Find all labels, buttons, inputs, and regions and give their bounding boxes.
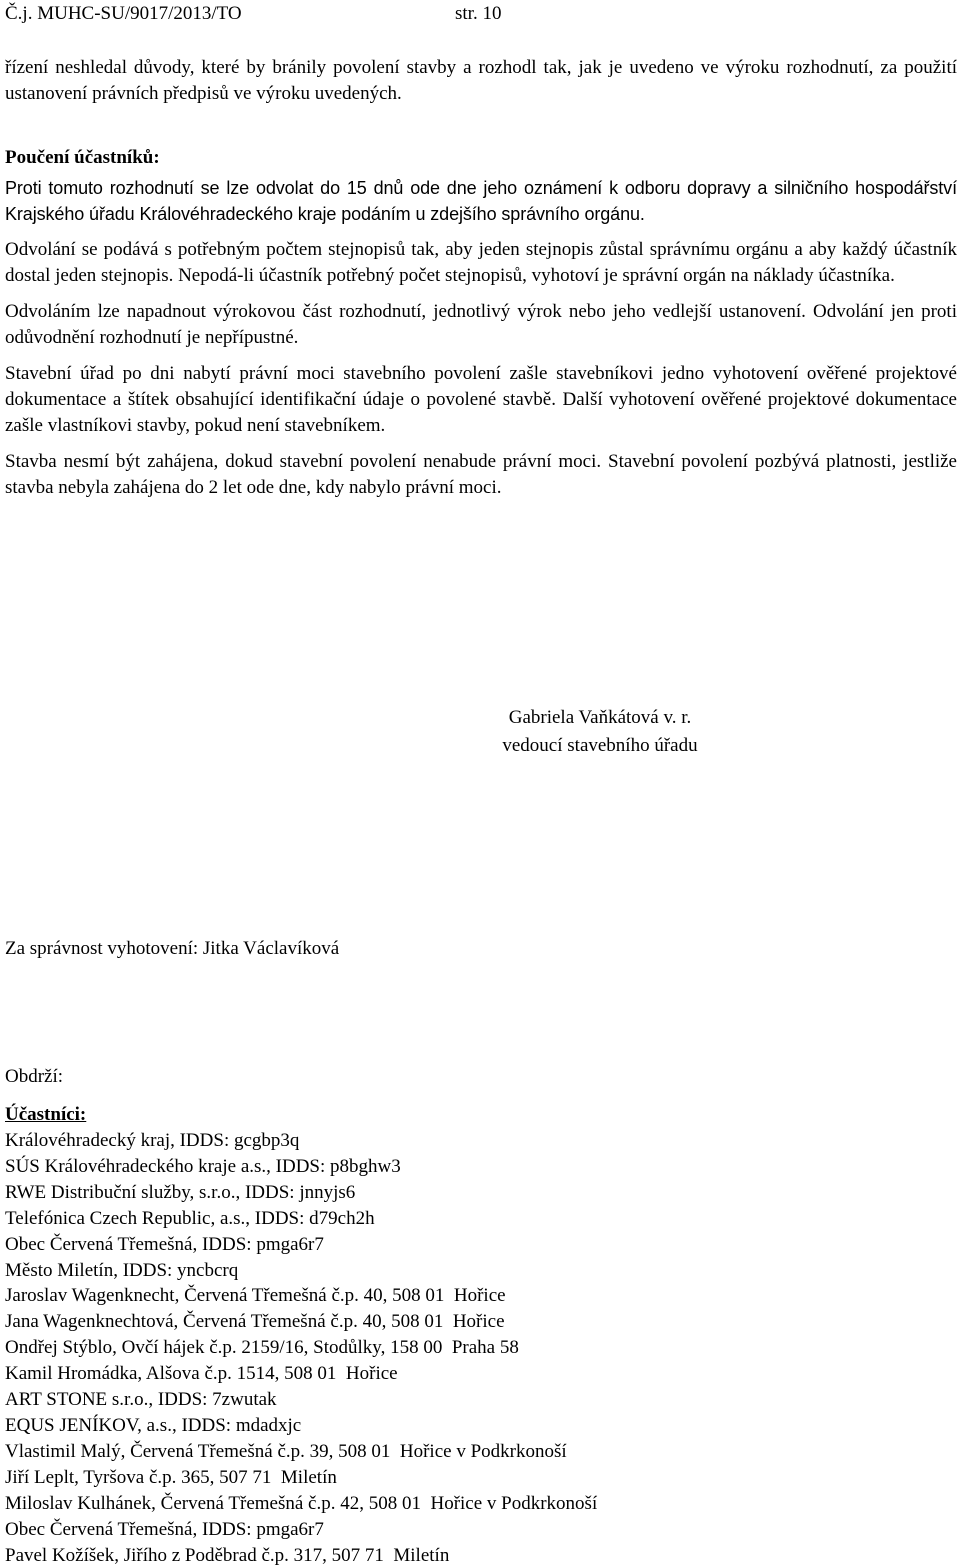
recipient-item: Obec Červená Třemešná, IDDS: pmga6r7 [5, 1232, 935, 1258]
signatory-name: Gabriela Vaňkátová v. r. [480, 704, 720, 732]
instruction-heading: Poučení účastníků: [5, 145, 957, 171]
document-body [5, 55, 957, 501]
recipient-item: Pavel Kožíšek, Jiřího z Poděbrad č.p. 317, 507 71 Miletín [5, 1543, 935, 1568]
recipient-item: ART STONE s.r.o., IDDS: 7zwutak [5, 1387, 935, 1413]
recipient-item: Obec Červená Třemešná, IDDS: pmga6r7 [5, 1517, 935, 1543]
recipient-item: Miloslav Kulhánek, Červená Třemešná č.p. 42, 508 01 Hořice v Podkrkonoší [5, 1491, 935, 1517]
recipient-item: Jaroslav Wagenknecht, Červená Třemešná č.p. 40, 508 01 Hořice [5, 1283, 935, 1309]
recipient-item: Kamil Hromádka, Alšova č.p. 1514, 508 01 Hořice [5, 1361, 935, 1387]
instruction-paragraph: Proti tomuto rozhodnutí se lze odvolat do 15 dnů ode dne jeho oznámení k odboru dopravy a silničního hospodářství Krajského úřadu Královéhradeckého kraje podáním u zdejšího správního orgánu. [5, 175, 957, 227]
recipient-item: RWE Distribuční služby, s.r.o., IDDS: jnnyjs6 [5, 1180, 935, 1206]
approval-line: Za správnost vyhotovení: Jitka Václavíková [5, 936, 339, 962]
recipient-item: SÚS Královéhradeckého kraje a.s., IDDS: p8bghw3 [5, 1154, 935, 1180]
document-reference: Č.j. MUHC-SU/9017/2013/TO [5, 3, 242, 24]
recipient-list [5, 1128, 935, 1568]
recipient-item: Jiří Leplt, Tyršova č.p. 365, 507 71 Miletín [5, 1465, 935, 1491]
instruction-paragraph: Stavební úřad po dni nabytí právní moci stavebního povolení zašle stavebníkovi jedno vyhotovení ověřené projektové dokumentace a štítek obsahující identifikační údaje o povolené stavbě. Další vyhotovení ověřené projektové dokumentace zašle vlastníkovi stavby, pokud není stavebníkem. [5, 361, 957, 439]
recipients-label: Obdrží: [5, 1064, 935, 1090]
page-number: str. 10 [455, 2, 501, 26]
signature-block [480, 704, 720, 760]
recipient-item: Jana Wagenknechtová, Červená Třemešná č.p. 40, 508 01 Hořice [5, 1309, 935, 1335]
recipient-item: Královéhradecký kraj, IDDS: gcgbp3q [5, 1128, 935, 1154]
recipient-item: Vlastimil Malý, Červená Třemešná č.p. 39, 508 01 Hořice v Podkrkonoší [5, 1439, 935, 1465]
participants-heading: Účastníci: [5, 1102, 935, 1128]
recipient-item: Ondřej Stýblo, Ovčí hájek č.p. 2159/16, Stodůlky, 158 00 Praha 58 [5, 1335, 935, 1361]
recipient-item: EQUS JENÍKOV, a.s., IDDS: mdadxjc [5, 1413, 935, 1439]
recipients-section [5, 1064, 935, 1568]
signatory-title: vedoucí stavebního úřadu [480, 732, 720, 760]
instruction-paragraph: Odvolání se podává s potřebným počtem stejnopisů tak, aby jeden stejnopis zůstal správnímu orgánu a aby každý účastník dostal jeden stejnopis. Nepodá-li účastník potřebný počet stejnopisů, vyhotoví je správní orgán na náklady účastníka. [5, 237, 957, 289]
page-header [5, 2, 242, 26]
recipient-item: Telefónica Czech Republic, a.s., IDDS: d79ch2h [5, 1206, 935, 1232]
recipient-item: Město Miletín, IDDS: yncbcrq [5, 1258, 935, 1284]
instruction-paragraph: Odvoláním lze napadnout výrokovou část rozhodnutí, jednotlivý výrok nebo jeho vedlejší ustanovení. Odvolání jen proti odůvodnění rozhodnutí je nepřípustné. [5, 299, 957, 351]
intro-paragraph: řízení neshledal důvody, které by bránily povolení stavby a rozhodl tak, jak je uvedeno ve výroku rozhodnutí, za použití ustanovení právních předpisů ve výroku uvedených. [5, 55, 957, 107]
instruction-paragraph: Stavba nesmí být zahájena, dokud stavební povolení nenabude právní moci. Stavební povolení pozbývá platnosti, jestliže stavba nebyla zahájena do 2 let ode dne, kdy nabylo právní moci. [5, 449, 957, 501]
